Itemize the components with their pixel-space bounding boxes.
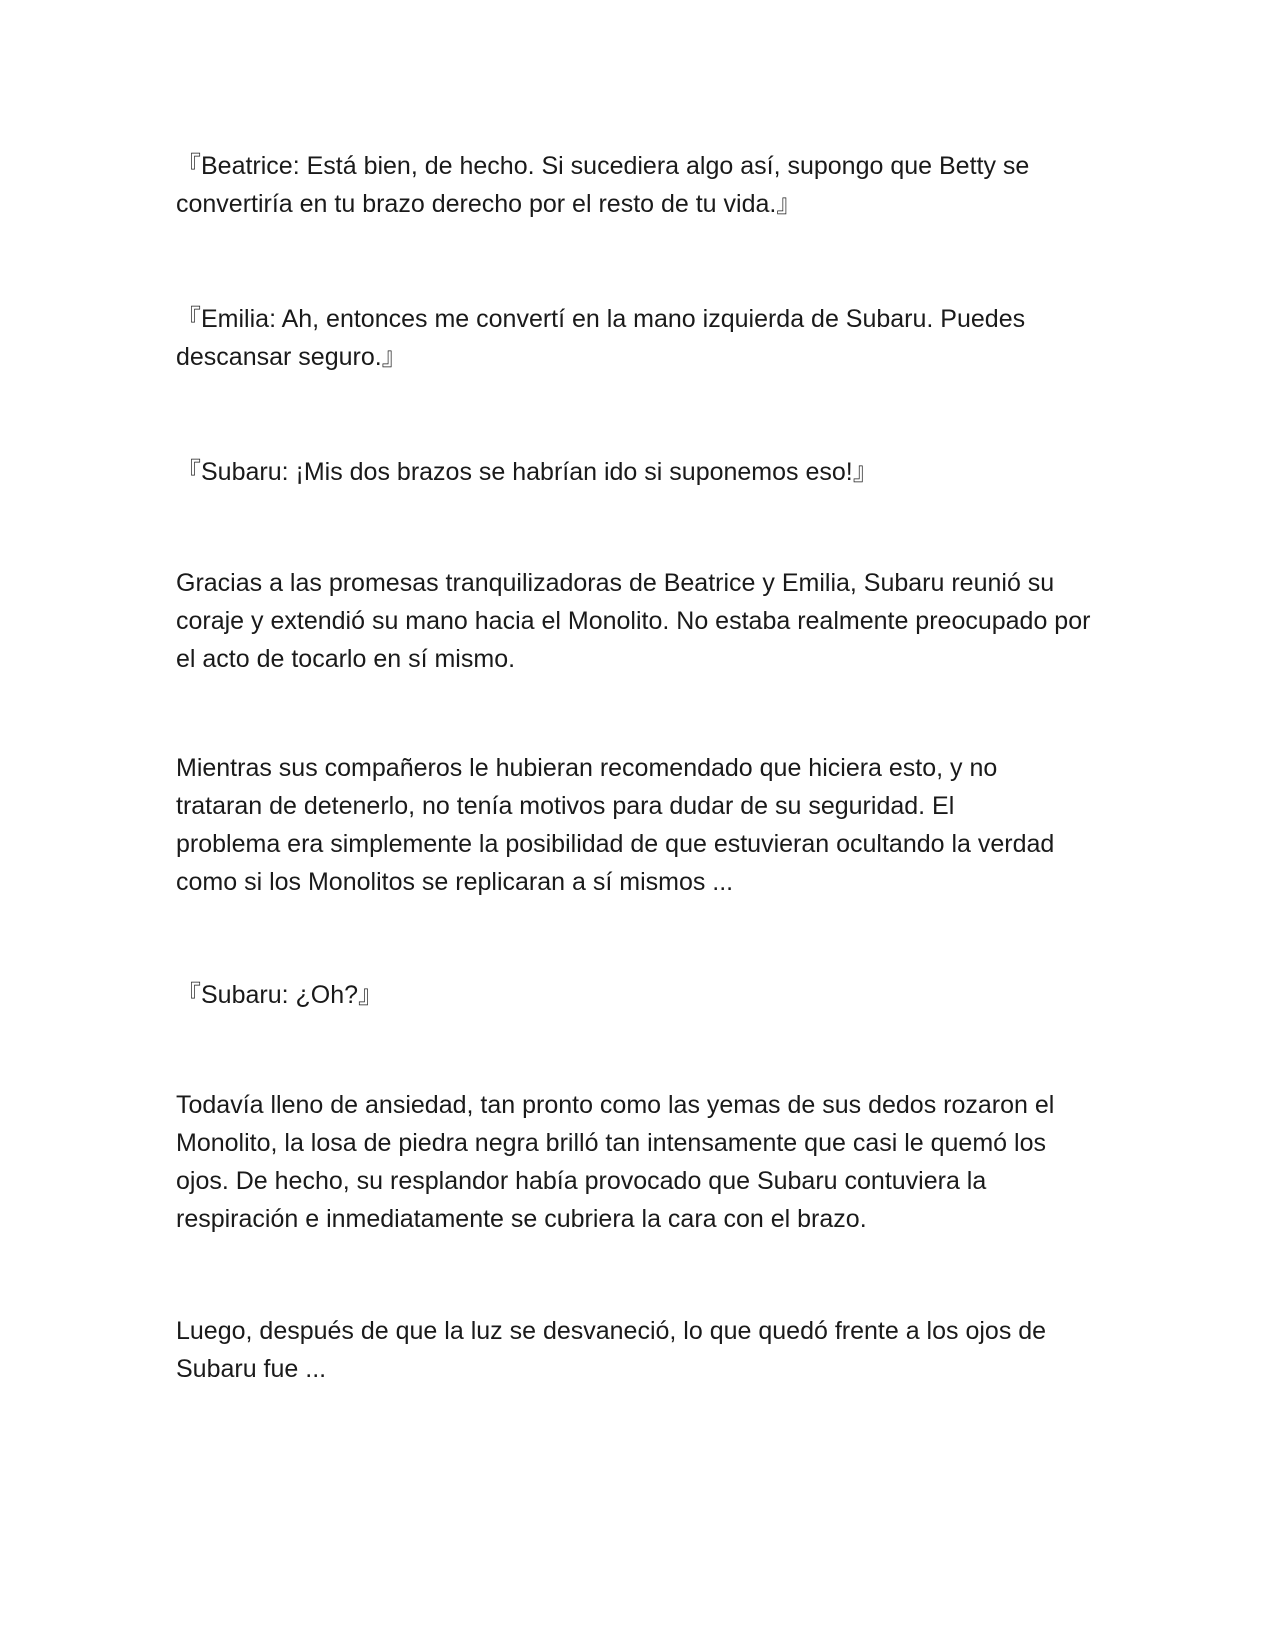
narration-paragraph-monolith-glow: Todavía lleno de ansiedad, tan pronto como las yemas de sus dedos rozaron el Monolito, la losa de piedra negra brilló tan intensamente que casi le quemó los ojos. De hecho, su resplandor había provocado que Subaru contuviera la respiración e inmediatamente se cubriera la cara con el brazo. [176, 1091, 1055, 1233]
dialogue-beatrice: 『Beatrice: Está bien, de hecho. Si sucediera algo así, supongo que Betty se convertiría en tu brazo derecho por el resto de tu vida.』 [176, 152, 1030, 218]
dialogue-emilia: 『Emilia: Ah, entonces me convertí en la mano izquierda de Subaru. Puedes descansar seguro.』 [176, 305, 1026, 371]
narration-paragraph-companions: Mientras sus compañeros le hubieran recomendado que hiciera esto, y no trataran de detenerlo, no tenía motivos para dudar de su seguridad. El problema era simplemente la posibilidad de que estuvieran ocultando la verdad como si los Monolitos se replicaran a sí mismos ... [176, 754, 1055, 896]
narration-paragraph-courage: Gracias a las promesas tranquilizadoras de Beatrice y Emilia, Subaru reunió su coraje y extendió su mano hacia el Monolito. No estaba realmente preocupado por el acto de tocarlo en sí mismo. [176, 569, 1091, 673]
dialogue-subaru-oh: 『Subaru: ¿Oh?』 [176, 981, 384, 1009]
narration-paragraph-light-fades: Luego, después de que la luz se desvaneció, lo que quedó frente a los ojos de Subaru fue ... [176, 1317, 1047, 1383]
dialogue-subaru-arms: 『Subaru: ¡Mis dos brazos se habrían ido si suponemos eso!』 [176, 458, 878, 486]
